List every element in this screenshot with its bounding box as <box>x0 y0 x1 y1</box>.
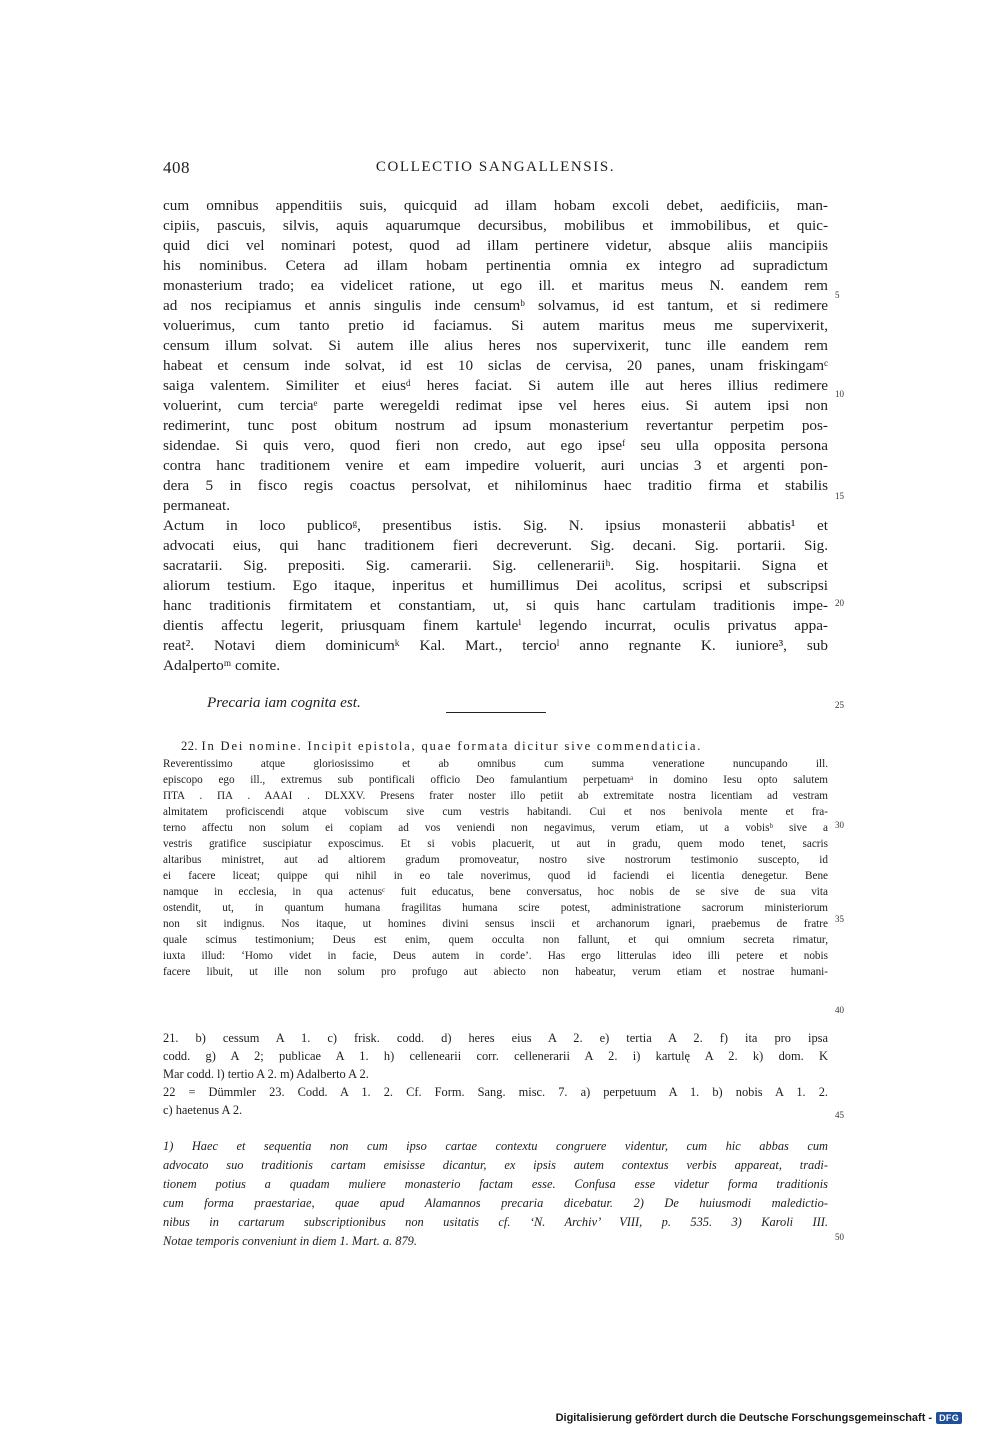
margin-line-number: 50 <box>835 1232 844 1242</box>
margin-line-number: 25 <box>835 700 844 710</box>
charter-line: redimerint, tunc post obitum nostrum ad ipsum monasterium revertantur perpetim pos- <box>163 417 828 434</box>
letter-line: facere libuit, ut ille non solum pro profugo aut abiecto non habeatur, verum etiam et nostrae humani- <box>163 966 828 978</box>
margin-line-number: 5 <box>835 290 840 300</box>
running-head: COLLECTIO SANGALLENSIS. <box>375 159 616 175</box>
formula-22-number: 22. <box>181 739 198 753</box>
letter-line: non sit indignus. Nos itaque, ut homines divini sensus inscii et archanorum ignari, praebemus de fratre <box>163 918 828 930</box>
charter-line: censum illum solvat. Si autem ille alius heres nos supervixerit, tunc ille eandem rem <box>163 337 828 354</box>
note-line: advocato suo traditionis cartam emisisse dicantur, ex ipsis autem contextus verbis appareat, tradi- <box>163 1158 828 1172</box>
page-number: 408 <box>163 158 190 177</box>
credit-text: Digitalisierung gefördert durch die Deutsche Forschungsgemeinschaft - <box>555 1412 933 1424</box>
charter-line: advocati eius, qui hanc traditionem fieri decreverunt. Sig. decani. Sig. portarii. Sig. <box>163 537 828 554</box>
formula-22-text <box>163 756 828 980</box>
charter-line: hanc traditionis firmitatem et constantiam, ut, si quis hanc cartulam traditionis impe- <box>163 597 828 614</box>
digitization-credit <box>556 1412 962 1424</box>
margin-line-number: 45 <box>835 1110 844 1120</box>
note-line: 1) Haec et sequentia non cum ipso cartae contextu congruere videntur, cum hic abbas cum <box>163 1139 828 1153</box>
margin-line-number: 20 <box>835 598 844 608</box>
charter-21-text <box>163 196 828 676</box>
apparatus-line: codd. g) A 2; publicae A 1. h) cellenearii corr. cellenerarii A 2. i) kartulę A 2. k) dom. K <box>163 1049 828 1063</box>
charter-line: voluerint, cum terciaᵉ parte weregeldi redimat ipse vel heres eius. Si autem ipsi non <box>163 397 828 414</box>
apparatus-line: c) haetenus A 2. <box>163 1103 243 1117</box>
letter-line: iuxta illud: ‘Homo videt in facie, Deus autem in corde’. Has ergo litterulas ideo illi petere et nobis <box>163 950 828 962</box>
letter-line: ei facere liceat; quippe qui nihil in eo tale noverimus, quod id faciendi ei licentia denegetur. Bene <box>163 870 828 882</box>
formula-22-title: In Dei nomine. Incipit epistola, quae formata dicitur sive commendaticia. <box>201 739 703 753</box>
margin-line-number: 10 <box>835 389 844 399</box>
dfg-logo: DFG <box>936 1412 962 1424</box>
apparatus-line: 22 = Dümmler 23. Codd. A 1. 2. Cf. Form. Sang. misc. 7. a) perpetuum A 1. b) nobis A 1. 2. <box>163 1085 828 1099</box>
note-line: cum forma praestariae, quae apud Alamannos precaria dicebatur. 2) De huiusmodi maledictio- <box>163 1196 828 1210</box>
page-header <box>163 158 828 180</box>
letter-line: episcopo ego ill., extremus sub pontificali officio Deo famulantium perpetuamᵃ in domino Iesu opto salutem <box>163 774 828 786</box>
section-divider <box>446 712 546 713</box>
letter-line: altaribus ministret, aut ad altiorem gradum promoveatur, nostro sive nostrorum testimonio suscepto, id <box>163 854 828 866</box>
apparatus-line: 21. b) cessum A 1. c) frisk. codd. d) heres eius A 2. e) tertia A 2. f) ita pro ipsa <box>163 1031 828 1045</box>
charter-line: reat². Notavi diem dominicumᵏ Kal. Mart., tercioˡ anno regnante K. iuniore³, sub <box>163 637 828 654</box>
charter-line: Actum in loco publicoᵍ, presentibus istis. Sig. N. ipsius monasterii abbatis¹ et <box>163 517 828 534</box>
formula-22-heading <box>181 739 702 754</box>
letter-line: quale scimus testimonium; Deus est enim, quem occulta non fallunt, et qui omnium secreta rimatur, <box>163 934 828 946</box>
letter-line: vestris gratifice suscipiatur exposcimus. Et si vobis placuerit, ut aut in gradu, quem modo tenet, sacris <box>163 838 828 850</box>
letter-line: terno affectu non solum ei copiam ad vos veniendi non negavimus, verum etiam, ut a vobisᵇ sive a <box>163 822 828 834</box>
letter-line: almitatem proficiscendi atque vobiscum sive cum vestris habitandi. Cui et nos benivola mente et fra- <box>163 806 828 818</box>
charter-line: aliorum testium. Ego itaque, inperitus et humillimus Dei acolitus, scripsi et subscripsi <box>163 577 828 594</box>
letter-line: ostendit, ut, in quantum humana fragilitas humana scire potest, administratione sacrorum ministeriorum <box>163 902 828 914</box>
charter-line: monasterium trado; ea videlicet ratione, ut ego ill. et maritus meus N. eandem rem <box>163 277 828 294</box>
margin-line-number: 15 <box>835 491 844 501</box>
critical-apparatus <box>163 1029 828 1119</box>
letter-line: ΠTA . ΠA . AAAI . DLXXV. Presens frater noster illo petiit ab extremitate nostra licentiam ad vestram <box>163 790 828 802</box>
charter-line: dientis affectu legerit, priusquam finem kartuleⁱ legendo incurrat, oculis privatus appa- <box>163 617 828 634</box>
footnotes <box>163 1137 828 1251</box>
charter-line: habeat et censum inde solvat, id est 10 siclas de cervisa, 20 panes, unam friskingamᶜ <box>163 357 828 374</box>
note-line: nibus in cartarum subscriptionibus non usitatis cf. ‘N. Archiv’ VIII, p. 535. 3) Karoli III. <box>163 1215 828 1229</box>
charter-line: sidendae. Si quis vero, quod fieri non credo, aut ego ipseᶠ seu ulla opposita persona <box>163 437 828 454</box>
charter-line: Adalpertoᵐ comite. <box>163 657 281 674</box>
precaria-remark: Precaria iam cognita est. <box>207 694 361 711</box>
charter-line: sacratarii. Sig. prepositi. Sig. camerarii. Sig. cellenerariiʰ. Sig. hospitarii. Signa et <box>163 557 828 574</box>
letter-line: namque in ecclesia, in qua actenusᶜ fuit educatus, bene conversatus, hoc nobis de se sive de sua vita <box>163 886 828 898</box>
margin-line-number: 35 <box>835 914 844 924</box>
charter-line: ad nos recipiamus et annis singulis inde censumᵇ solvamus, id est tantum, et si redimere <box>163 297 828 314</box>
charter-line: his nominibus. Cetera ad illam hobam pertinentia omnia ex integro ad supradictum <box>163 257 828 274</box>
apparatus-line: Mar codd. l) tertio A 2. m) Adalberto A 2. <box>163 1067 369 1081</box>
charter-line: saiga valentem. Similiter et eiusᵈ heres faciat. Si autem ille aut heres illius redimere <box>163 377 828 394</box>
charter-line: voluerimus, cum tanto pretio id faciamus. Si autem maritus meus me supervixerit, <box>163 317 828 334</box>
charter-line: quid dici vel nominari potest, quod ad illam pertinere videtur, absque aliis mancipiis <box>163 237 828 254</box>
note-line: Notae temporis conveniunt in diem 1. Mart. a. 879. <box>163 1234 417 1248</box>
note-line: tionem potius a quadam muliere monasterio factam esse. Confusa esse videtur forma traditionis <box>163 1177 828 1191</box>
margin-line-number: 30 <box>835 820 844 830</box>
charter-line: dera 5 in fisco regis coactus persolvat, et nihilominus haec traditio firma et stabilis <box>163 477 828 494</box>
letter-line: Reverentissimo atque gloriosissimo et ab omnibus cum summa veneratione nuncupando ill. <box>163 758 828 770</box>
charter-line: cipiis, pascuis, silvis, aquis aquarumque decursibus, mobilibus et immobilibus, et quic- <box>163 217 828 234</box>
charter-line: permaneat. <box>163 497 231 514</box>
margin-line-number: 40 <box>835 1005 844 1015</box>
charter-line: cum omnibus appenditiis suis, quicquid ad illam hobam excoli debet, aedificiis, man- <box>163 197 828 214</box>
charter-line: contra hanc traditionem venire et eam impedire voluerit, auri uncias 3 et argenti pon- <box>163 457 828 474</box>
